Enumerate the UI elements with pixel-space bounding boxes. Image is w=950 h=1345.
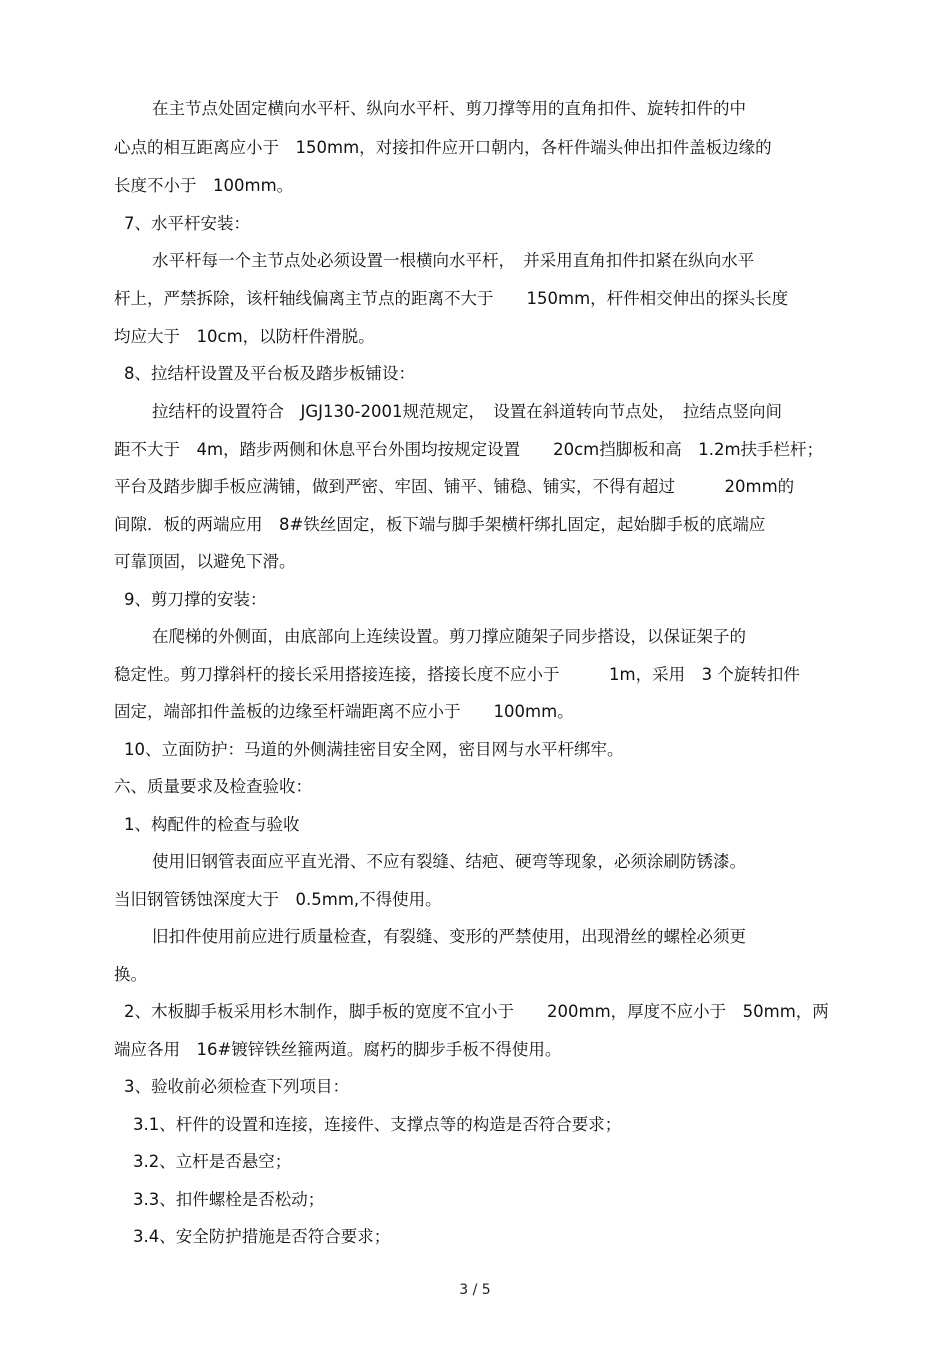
text-line: 使用旧钢管表面应平直光滑、不应有裂缝、结疤、硬弯等现象，必须涂刷防锈漆。 bbox=[152, 852, 746, 871]
section-heading: 10、立面防护：马道的外侧满挂密目安全网，密目网与水平杆绑牢。 bbox=[124, 740, 624, 759]
text-line: 间隙．板的两端应用 8#铁丝固定，板下端与脚手架横杆绑扎固定，起始脚手板的底端应 bbox=[114, 515, 766, 534]
list-item: 3.4、安全防护措施是否符合要求； bbox=[133, 1227, 391, 1246]
text-line: 拉结杆的设置符合 JGJ130-2001规范规定， 设置在斜道转向节点处， 拉结点竖向间 bbox=[152, 402, 782, 421]
text-line: 平台及踏步脚手板应满铺，做到严密、牢固、铺平、铺稳、铺实，不得有超过 20mm的 bbox=[114, 477, 795, 496]
text-line: 可靠顶固，以避免下滑。 bbox=[114, 552, 296, 571]
page-number: 3 / 5 bbox=[459, 1282, 491, 1298]
text-line: 在主节点处固定横向水平杆、纵向水平杆、剪刀撑等用的直角扣件、旋转扣件的中 bbox=[152, 99, 746, 118]
list-item: 3.2、立杆是否悬空； bbox=[133, 1152, 292, 1171]
section-heading: 1、构配件的检查与验收 bbox=[124, 815, 300, 834]
text-line: 均应大于 10cm，以防杆件滑脱。 bbox=[114, 327, 375, 346]
text-line: 2、木板脚手板采用杉木制作，脚手板的宽度不宜小于 200mm，厚度不应小于 50mm，两 bbox=[124, 1002, 829, 1021]
list-item: 3.3、扣件螺栓是否松动； bbox=[133, 1190, 325, 1209]
text-line: 水平杆每一个主节点处必须设置一根横向水平杆， 并采用直角扣件扣紧在纵向水平 bbox=[152, 251, 755, 270]
text-line: 在爬梯的外侧面，由底部向上连续设置。剪刀撑应随架子同步搭设，以保证架子的 bbox=[152, 627, 746, 646]
text-line: 稳定性。剪刀撑斜杆的接长采用搭接连接，搭接长度不应小于 1m，采用 3 个旋转扣件 bbox=[114, 665, 800, 684]
text-line: 心点的相互距离应小于 150mm，对接扣件应开口朝内，各杆件端头伸出扣件盖板边缘的 bbox=[114, 138, 772, 157]
text-line: 旧扣件使用前应进行质量检查，有裂缝、变形的严禁使用，出现滑丝的螺栓必须更 bbox=[152, 927, 746, 946]
text-line: 长度不小于 100mm。 bbox=[114, 176, 294, 195]
section-heading: 3、验收前必须检查下列项目： bbox=[124, 1077, 349, 1096]
text-line: 端应各用 16#镀锌铁丝箍两道。腐朽的脚步手板不得使用。 bbox=[114, 1040, 562, 1059]
section-heading: 8、拉结杆设置及平台板及踏步板铺设： bbox=[124, 364, 415, 383]
list-item: 3.1、杆件的设置和连接，连接件、支撑点等的构造是否符合要求； bbox=[133, 1115, 622, 1134]
section-heading: 9、剪刀撑的安装： bbox=[124, 590, 267, 609]
text-line: 固定，端部扣件盖板的边缘至杆端距离不应小于 100mm。 bbox=[114, 702, 574, 721]
text-line: 当旧钢管锈蚀深度大于 0.5mm,不得使用。 bbox=[114, 890, 442, 909]
text-line: 杆上，严禁拆除，该杆轴线偏离主节点的距离不大于 150mm，杆件相交伸出的探头长度 bbox=[114, 289, 789, 308]
section-heading: 7、水平杆安装： bbox=[124, 214, 250, 233]
text-line: 距不大于 4m，踏步两侧和休息平台外围均按规定设置 20cm挡脚板和高 1.2m扶手栏杆； bbox=[114, 440, 824, 459]
text-line: 换。 bbox=[114, 965, 147, 984]
chapter-heading: 六、质量要求及检查验收： bbox=[114, 777, 312, 796]
